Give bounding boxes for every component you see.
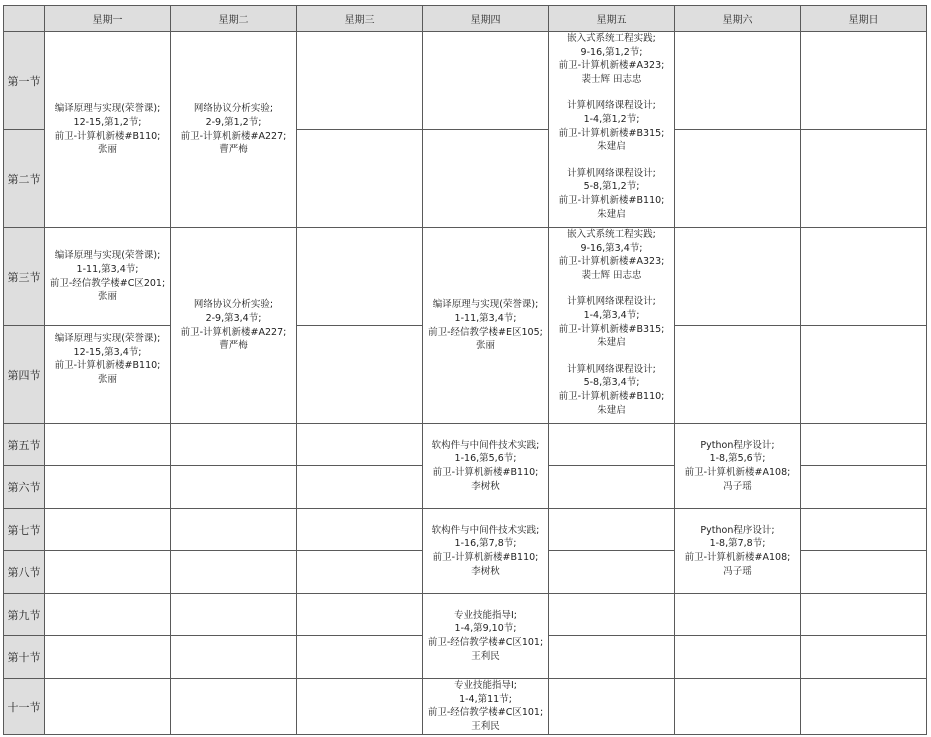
- empty-cell: [297, 594, 423, 636]
- period-label-3: 第三节: [4, 228, 45, 326]
- empty-cell: [297, 466, 423, 509]
- empty-cell: [45, 679, 171, 735]
- empty-cell: [171, 424, 297, 466]
- empty-cell: [549, 509, 675, 551]
- empty-cell: [45, 424, 171, 466]
- course-cell-sat-78[interactable]: Python程序设计; 1-8,第7,8节; 前卫-计算机新楼#A108; 冯子瑶: [675, 509, 801, 594]
- course-cell-thu-56[interactable]: 软构件与中间件技术实践; 1-16,第5,6节; 前卫-计算机新楼#B110; 李树秋: [423, 424, 549, 509]
- empty-cell: [675, 32, 801, 130]
- empty-cell: [675, 326, 801, 424]
- course-entry: 嵌入式系统工程实践; 9-16,第1,2节; 前卫-计算机新楼#A323; 裴士辉 田志忠: [558, 33, 665, 85]
- course-cell-tue-34[interactable]: 网络协议分析实验; 2-9,第3,4节; 前卫-计算机新楼#A227; 曹严梅: [171, 228, 297, 424]
- empty-cell: [171, 636, 297, 679]
- empty-cell: [45, 636, 171, 679]
- period-row-7: [4, 509, 927, 551]
- period-row-1: [4, 32, 927, 130]
- empty-cell: [297, 32, 423, 130]
- course-entry: 计算机网络课程设计; 1-4,第1,2节; 前卫-计算机新楼#B315; 朱建启: [558, 100, 665, 153]
- period-label-11: 十一节: [4, 679, 45, 735]
- course-entry: 计算机网络课程设计; 5-8,第3,4节; 前卫-计算机新楼#B110; 朱建启: [558, 363, 665, 416]
- period-row-3: [4, 228, 927, 326]
- empty-cell: [297, 679, 423, 735]
- empty-cell: [675, 228, 801, 326]
- day-header-mon: 星期一: [45, 6, 171, 32]
- empty-cell: [675, 130, 801, 228]
- day-header-wed: 星期三: [297, 6, 423, 32]
- course-cell-tue-12[interactable]: 网络协议分析实验; 2-9,第1,2节; 前卫-计算机新楼#A227; 曹严梅: [171, 32, 297, 228]
- period-row-9: [4, 594, 927, 636]
- course-cell-mon-3[interactable]: 编译原理与实现(荣誉课); 1-11,第3,4节; 前卫-经信教学楼#C区201; 张丽: [45, 228, 171, 326]
- empty-cell: [171, 466, 297, 509]
- empty-cell: [801, 326, 927, 424]
- empty-cell: [801, 551, 927, 594]
- period-label-10: 第十节: [4, 636, 45, 679]
- empty-cell: [171, 679, 297, 735]
- period-label-2: 第二节: [4, 130, 45, 228]
- empty-cell: [549, 466, 675, 509]
- empty-cell: [801, 594, 927, 636]
- empty-cell: [423, 32, 549, 130]
- empty-cell: [45, 594, 171, 636]
- header-row: [4, 6, 927, 32]
- empty-cell: [45, 551, 171, 594]
- empty-cell: [549, 594, 675, 636]
- period-row-5: [4, 424, 927, 466]
- timetable: [3, 5, 927, 735]
- course-cell-thu-11[interactable]: 专业技能指导Ⅰ; 1-4,第11节; 前卫-经信教学楼#C区101; 王利民: [423, 679, 549, 735]
- empty-cell: [549, 424, 675, 466]
- empty-cell: [801, 509, 927, 551]
- empty-cell: [297, 228, 423, 326]
- empty-cell: [171, 594, 297, 636]
- course-entry: 嵌入式系统工程实践; 9-16,第3,4节; 前卫-计算机新楼#A323; 裴士辉 田志忠: [558, 229, 665, 281]
- empty-cell: [297, 636, 423, 679]
- empty-cell: [171, 551, 297, 594]
- empty-cell: [801, 679, 927, 735]
- empty-cell: [549, 636, 675, 679]
- course-cell-fri-34[interactable]: [549, 228, 675, 424]
- day-header-fri: 星期五: [549, 6, 675, 32]
- empty-cell: [171, 509, 297, 551]
- period-label-9: 第九节: [4, 594, 45, 636]
- empty-cell: [297, 551, 423, 594]
- empty-cell: [675, 679, 801, 735]
- course-cell-thu-34[interactable]: 编译原理与实现(荣誉课); 1-11,第3,4节; 前卫-经信教学楼#E区105; 张丽: [423, 228, 549, 424]
- empty-cell: [45, 466, 171, 509]
- empty-cell: [297, 326, 423, 424]
- empty-cell: [297, 509, 423, 551]
- period-label-6: 第六节: [4, 466, 45, 509]
- course-entry: 计算机网络课程设计; 5-8,第1,2节; 前卫-计算机新楼#B110; 朱建启: [558, 167, 665, 220]
- day-header-tue: 星期二: [171, 6, 297, 32]
- day-header-sun: 星期日: [801, 6, 927, 32]
- period-label-5: 第五节: [4, 424, 45, 466]
- course-cell-sat-56[interactable]: Python程序设计; 1-8,第5,6节; 前卫-计算机新楼#A108; 冯子瑶: [675, 424, 801, 509]
- period-row-11: [4, 679, 927, 735]
- empty-cell: [423, 130, 549, 228]
- course-cell-fri-12[interactable]: [549, 32, 675, 228]
- empty-cell: [297, 130, 423, 228]
- empty-cell: [801, 424, 927, 466]
- course-cell-mon-4[interactable]: 编译原理与实现(荣誉课); 12-15,第3,4节; 前卫-计算机新楼#B110; 张丽: [45, 326, 171, 424]
- course-cell-mon-12[interactable]: 编译原理与实现(荣誉课); 12-15,第1,2节; 前卫-计算机新楼#B110; 张丽: [45, 32, 171, 228]
- empty-cell: [549, 551, 675, 594]
- corner-cell: [4, 6, 45, 32]
- course-cell-thu-78[interactable]: 软构件与中间件技术实践; 1-16,第7,8节; 前卫-计算机新楼#B110; 李树秋: [423, 509, 549, 594]
- empty-cell: [801, 32, 927, 130]
- period-label-1: 第一节: [4, 32, 45, 130]
- course-entry: 计算机网络课程设计; 1-4,第3,4节; 前卫-计算机新楼#B315; 朱建启: [558, 296, 665, 349]
- course-cell-thu-910[interactable]: 专业技能指导Ⅰ; 1-4,第9,10节; 前卫-经信教学楼#C区101; 王利民: [423, 594, 549, 679]
- period-label-4: 第四节: [4, 326, 45, 424]
- period-label-7: 第七节: [4, 509, 45, 551]
- day-header-sat: 星期六: [675, 6, 801, 32]
- empty-cell: [801, 130, 927, 228]
- empty-cell: [549, 679, 675, 735]
- empty-cell: [801, 466, 927, 509]
- empty-cell: [297, 424, 423, 466]
- empty-cell: [45, 509, 171, 551]
- period-label-8: 第八节: [4, 551, 45, 594]
- empty-cell: [675, 594, 801, 636]
- day-header-thu: 星期四: [423, 6, 549, 32]
- empty-cell: [675, 636, 801, 679]
- empty-cell: [801, 636, 927, 679]
- empty-cell: [801, 228, 927, 326]
